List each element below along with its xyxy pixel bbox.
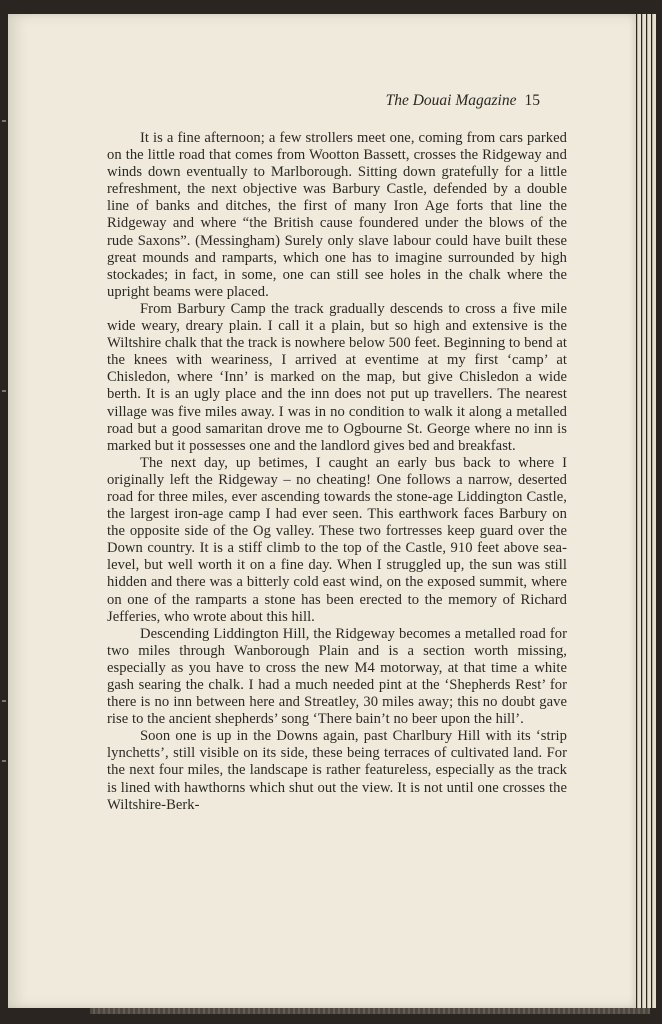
paragraph: The next day, up betimes, I caught an early bus back to where I originally left the Ridgeway – no cheating! One follows a narrow, deserted road for three miles, ever ascending towards the stone-age Liddington Castle, the largest iron-age camp I had ever seen. This earthwork faces Barbury on the opposite side of the Og valley. These two fortresses keep guard over the Down country. It is a stiff climb to the top of the Castle, 910 feet above sea-level, but well worth it on a fine day. When I struggled up, the sun was still hidden and there was a bitterly cold east wind, on the exposed summit, where on one of the ramparts a stone has been erected to the memory of Richard Jefferies, who wrote about this hill. bbox=[107, 454, 567, 625]
scan-bottom-edge bbox=[90, 1008, 650, 1014]
margin-mark bbox=[2, 760, 6, 762]
paragraph: Soon one is up in the Downs again, past Charlbury Hill with its ‘strip lynchetts’, still visible on its side, these being terraces of cultivated land. For the next four miles, the landscape is rather featureless, especially as the track is lined with hawthorns which shut out the view. It is not until one crosses the Wiltshire-Berk- bbox=[107, 728, 567, 813]
page-edge bbox=[642, 14, 646, 1008]
journal-title: The Douai Magazine bbox=[385, 92, 517, 109]
paragraph: It is a fine afternoon; a few strollers meet one, coming from cars parked on the little road that comes from Wootton Bassett, crosses the Ridgeway and winds down eventually to Marlborough. Sitting down gratefully for a little refreshment, the next objective was Barbury Castle, defended by a double line of banks and ditches, the first of many Iron Age forts that line the Ridgeway and where “the British cause foundered under the blows of the rude Saxons”. (Messingham) Surely only slave labour could have built these great mounds and ramparts, which one has to imagine surrounded by high stockades; in fact, in some, one can still see holes in the chalk where the upright beams were placed. bbox=[107, 130, 567, 300]
page-edge bbox=[637, 14, 641, 1008]
margin-mark bbox=[2, 390, 6, 392]
paragraph: Descending Liddington Hill, the Ridgeway becomes a metalled road for two miles through Wanborough Plain and is a section worth missing, especially as you have to cross the new M4 motorway, at that time a white gash searing the chalk. I had a much needed pint at the ‘Shepherds Rest’ for there is no inn between here and Streatley, 30 miles away; this no doubt gave rise to the ancient shepherds’ song ‘There bain’t no beer upon the hill’. bbox=[107, 625, 567, 728]
page-edge bbox=[652, 14, 656, 1008]
page-number: 15 bbox=[524, 92, 540, 109]
article-body bbox=[107, 130, 567, 814]
page-edge bbox=[647, 14, 651, 1008]
margin-mark bbox=[2, 700, 6, 702]
running-header bbox=[100, 92, 540, 110]
margin-mark bbox=[2, 120, 6, 122]
paragraph: From Barbury Camp the track gradually descends to cross a five mile wide weary, dreary plain. I call it a plain, but so high and extensive is the Wiltshire chalk that the track is nowhere below 500 feet. Beginning to bend at the knees with weariness, I arrived at eventime at my first ‘camp’ at Chisledon, where ‘Inn’ is marked on the map, but give Chisledon a wide berth. It is an ugly place and the inn does not put up travellers. The nearest village was five miles away. I was in no condition to walk it along a metalled road but a good samaritan drove me to Ogbourne St. George where no inn is marked but it possesses one and the landlord gives bed and breakfast. bbox=[107, 300, 567, 454]
